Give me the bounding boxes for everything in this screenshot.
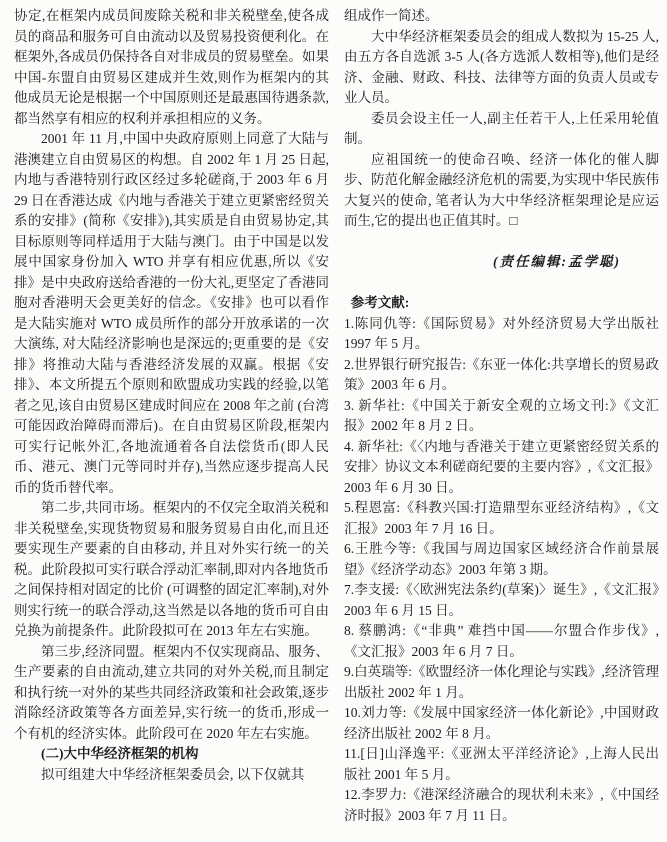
reference-item: 7.李支援:《〈欧洲宪法条约(草案)〉诞生》,《文汇报》2003 年 6 月 15 日。 (344, 582, 659, 618)
reference-item: 1.陈同仇等:《国际贸易》对外经济贸易大学出版社 1997 年 5 月。 (344, 315, 659, 351)
paragraph: 拟可组建大中华经济框架委员会, 以下仅就其 (41, 766, 305, 782)
reference-item: 8. 蔡鹏鸿:《“非典” 难挡中国——尔盟合作步伐》,《文汇报》2003 年 6 月 7 日。 (344, 623, 659, 659)
section-heading: (二)大中华经济框架的机构 (41, 746, 199, 761)
editor-note: (责任编辑:孟学聪) (493, 254, 621, 269)
paragraph: 第二步,共同市场。框架内的不仅完全取消关税和非关税壁垒,实现货物贸易和服务贸易自由化,而且还要实现生产要素的自由移动, 并且对外实行统一的关税。此阶段拟可实行联合浮动汇率制,即对内各地货币之间保持相对固定的比价 (可调整的固定汇率制),对外则实行统一的联合浮动,这当然是以各地的货币可自由兑换为前提条件。此阶段拟可在 2013 年左右实施。 (14, 500, 329, 638)
paragraph: 第三步,经济同盟。框架内不仅实现商品、服务、生产要素的自由流动,建立共同的对外关税,而且制定和执行统一对外的某些共同经济政策和社会政策,逐步消除经济政策等各方面差异,实行统一的货币,形成一个有机的经济实体。此阶段可在 2020 年左右实施。 (14, 643, 329, 741)
left-column (14, 6, 329, 842)
reference-item: 2.世界银行研究报告:《东亚一体化:共享增长的贸易政策》2003 年 6 月。 (344, 356, 659, 392)
paragraph: 大中华经济框架委员会的组成人数拟为 15-25 人,由五方各自选派 3-5 人(各方选派人数相等),他们是经济、金融、财政、科技、法律等方面的负责人员或专业人员。 (344, 28, 659, 105)
paragraph-continuation: 协定,在框架内成员间废除关税和非关税壁垒,使各成员的商品和服务可自由流动以及贸易投资便利化。在框架外,各成员仍保持各自对非成员的贸易壁垒。如果中国-东盟自由贸易区建成并生效,则作为框架内的其他成员无论是根据一个中国原则还是最惠国待遇条款, 都当然享有相应的权利并承担相应的义务。 (14, 8, 329, 126)
right-column (344, 6, 659, 842)
reference-item: 11.[日]山泽逸平:《亚洲太平洋经济论》,上海人民出版社 2001 年 5 月。 (344, 746, 659, 782)
reference-item: 9.白英瑞等:《欧盟经济一体化理论与实践》,经济管理出版社 2002 年 1 月。 (344, 664, 659, 700)
reference-item: 12.李罗力:《港深经济融合的现状利未来》,《中国经济时报》2003 年 7 月 11 日。 (344, 787, 659, 823)
reference-item: 4. 新华社:《〈内地与香港关于建立更紧密经贸关系的安排〉协议文本利磋商纪要的主要内容》,《文汇报》2003 年 6 月 30 日。 (344, 438, 659, 495)
reference-item: 6.王胜今等:《我国与周边国家区域经济合作前景展望》《经济学动态》2003 年第 3 期。 (344, 541, 659, 577)
paragraph: 委员会设主任一人,副主任若干人,上任采用轮值制。 (344, 110, 659, 146)
reference-item: 3. 新华社:《中国关于新安全观的立场文刊:》《文汇报》2002 年 8 月 2 日。 (344, 397, 659, 433)
paragraph: 2001 年 11 月,中国中央政府原则上同意了大陆与港澳建立自由贸易区的构想。自 2002 年 1 月 25 日起, 内地与香港特别行政区经过多轮磋商,于 2003 年 6 月 29 日在香港达成《内地与香港关于建立更紧密经贸关系的安排》(简称《安排》),其实质是自由贸易协定,其目标原则等同样适用于大陆与澳门。由于中国是以发展中国家身份加入 WTO 并享有相应优惠,所以《安排》是中央政府送给香港的一份大礼,更坚定了香港同胞对香港明天会更美好的信念。《安排》也可以看作是大陆实施对 WTO 成员所作的部分开放承诺的一次大演练, 对大陆经济影响也是深远的;更重要的是《安排》将推动大陆与香港经济发展的双赢。根据《安排》、本文所提五个原则和欧盟成功实践的经验,以笔者之见,该自由贸易区建成时间应在 2008 年之前 (台湾可能因政治障碍而滞后)。在自由贸易区阶段,框架内可实行记帐外汇,各地流通着各自法偿货币(即人民币、港元、澳门元等同时并存),当然应逐步提高人民币的货币替代率。 (14, 131, 329, 495)
paragraph: 应祖国统一的使命召唤、经济一体化的催人脚步、防范化解金融经济危机的需要,为实现中华民族伟大复兴的使命, 笔者认为大中华经济框架理论是应运而生,它的提出也正值其时。□ (344, 151, 659, 228)
reference-item: 10.刘力等:《发展中国家经济一体化新论》,中国财政经济出版社 2002 年 8 月。 (344, 705, 659, 741)
paragraph-continuation: 组成作一简述。 (344, 8, 439, 23)
reference-item: 5.程恩富:《科教兴国:打造鼎型东亚经济结构》,《文汇报》2003 年 7 月 16 日。 (344, 500, 659, 536)
references-heading: 参考文献: (350, 295, 410, 310)
